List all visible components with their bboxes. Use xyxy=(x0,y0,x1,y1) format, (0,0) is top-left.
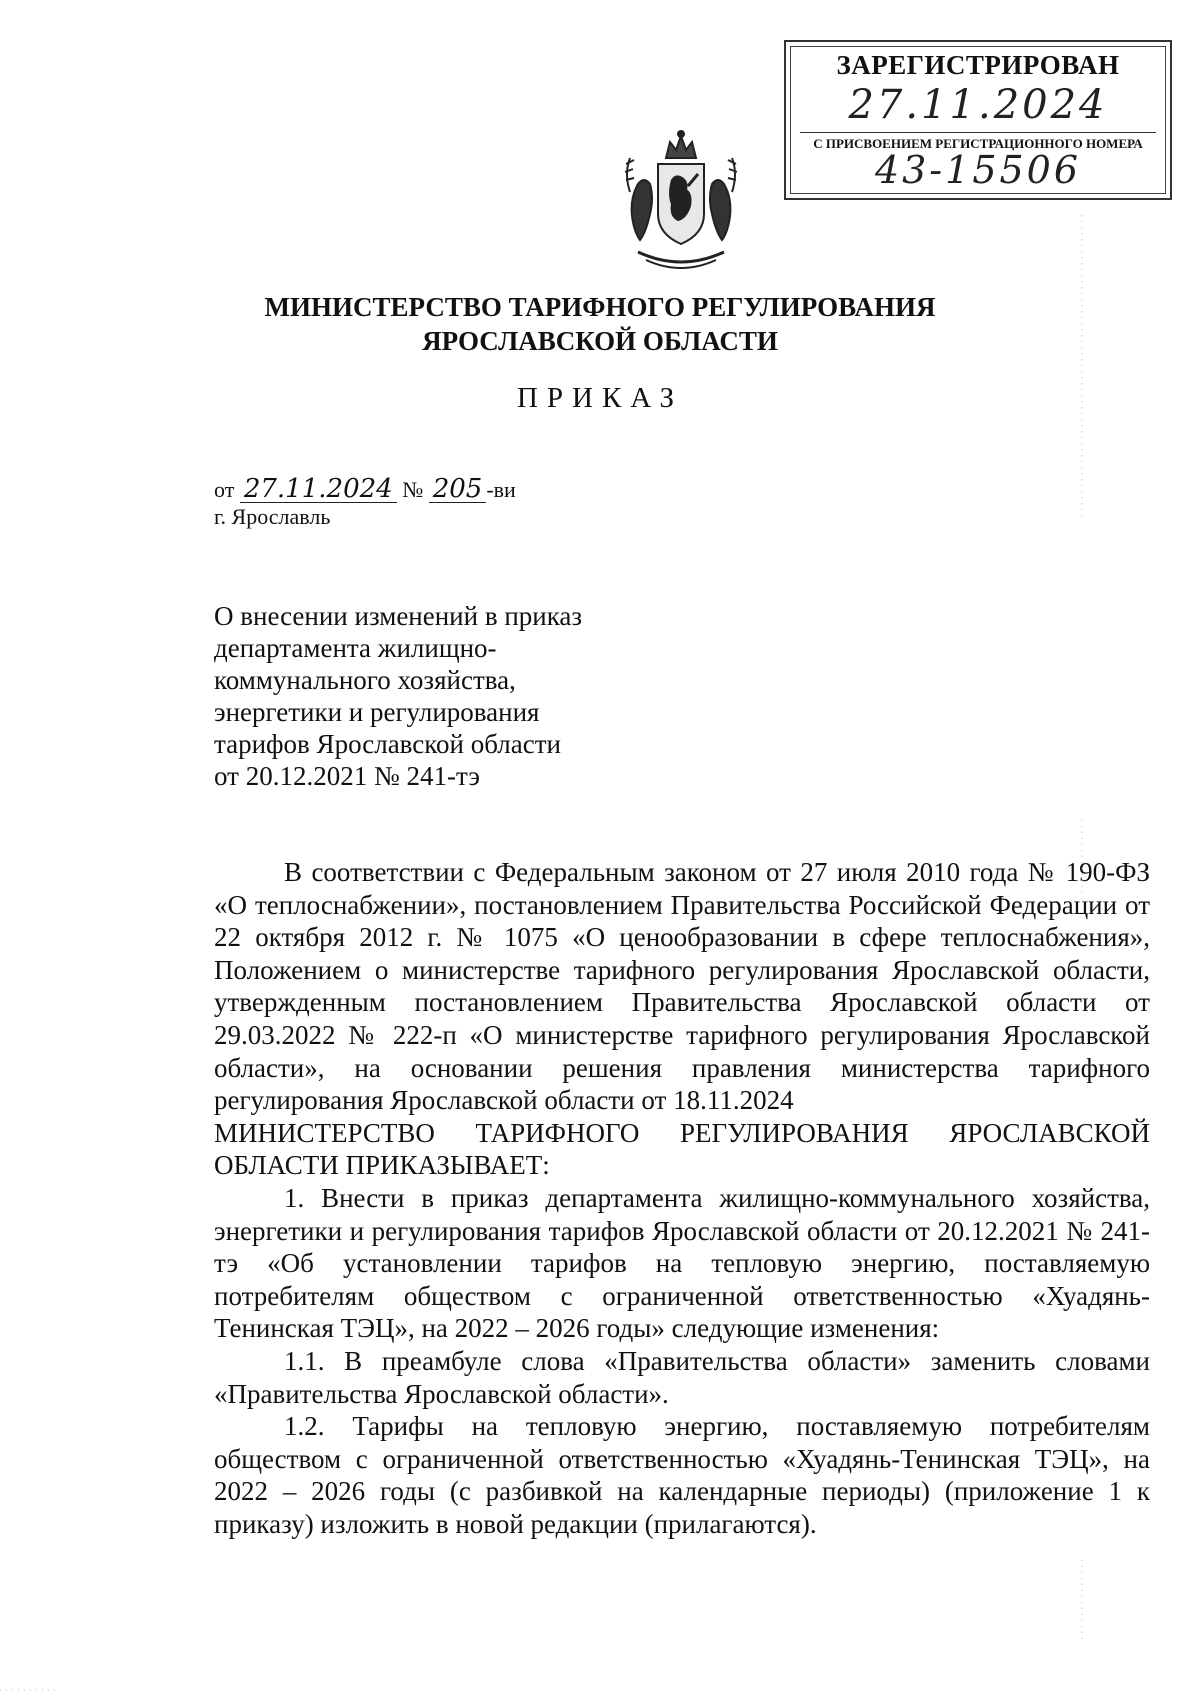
item-1-paragraph: 1. Внести в приказ департамента жилищно-коммунального хозяйства, энергетики и регулирования тарифов Ярославской области от 20.12.2021 № 241-тэ «Об установлении тарифов на тепловую энергию, поставляемую потребителям обществом с ограниченной ответственностью «Хуадянь-Тенинская ТЭЦ», на 2022 – 2026 годы» следующие изменения: xyxy=(214,1182,1150,1344)
subject-line: департамента жилищно- xyxy=(214,633,497,663)
order-handwritten-date: 27.11.2024 xyxy=(240,476,397,503)
ministry-name-line-1: МИНИСТЕРСТВО ТАРИФНОГО РЕГУЛИРОВАНИЯ xyxy=(264,292,936,322)
document-type: ПРИКАЗ xyxy=(516,382,684,414)
order-city: г. Ярославль xyxy=(214,504,331,529)
order-handwritten-number: 205 xyxy=(429,476,487,503)
subject-line: коммунального хозяйства, xyxy=(214,665,516,695)
orders-clause: МИНИСТЕРСТВО ТАРИФНОГО РЕГУЛИРОВАНИЯ ЯРОСЛАВСКОЙ ОБЛАСТИ ПРИКАЗЫВАЕТ: xyxy=(214,1117,1150,1181)
subject-line: О внесении изменений в приказ xyxy=(214,601,583,631)
subject-line: от 20.12.2021 № 241-тэ xyxy=(214,761,481,791)
order-number-label: № xyxy=(402,477,424,502)
order-from-label: от xyxy=(214,477,235,502)
subject-line: тарифов Ярославской области xyxy=(214,729,561,759)
stamp-caption: С ПРИСВОЕНИЕМ РЕГИСТРАЦИОННОГО НОМЕРА xyxy=(813,136,1143,151)
stamp-handwritten-number: 43-15506 xyxy=(874,148,1082,192)
item-1-1-paragraph: 1.1. В преамбуле слова «Правительства области» заменить словами «Правительства Ярославской области». xyxy=(214,1345,1150,1409)
preamble-paragraph: В соответствии с Федеральным законом от 27 июля 2010 года № 190-ФЗ «О теплоснабжении», постановлением Правительства Российской Федерации от 22 октября 2012 г. № 1075 «О ценообразовании в сфере теплоснабжения», Положением о министерстве тарифного регулирования Ярославской области, утвержденным постановлением Правительства Ярославской области от 29.03.2022 № 222-п «О министерстве тарифного регулирования Ярославской области», на основании решения правления министерства тарифного регулирования Ярославской области от 18.11.2024 xyxy=(214,857,1150,1116)
subject-line: энергетики и регулирования xyxy=(214,697,540,727)
order-number-suffix: -ви xyxy=(486,477,516,502)
ministry-name-line-2: ЯРОСЛАВСКОЙ ОБЛАСТИ xyxy=(422,326,778,356)
item-1-2-paragraph: 1.2. Тарифы на тепловую энергию, поставляемую потребителям обществом с ограниченной ответственностью «Хуадянь-Тенинская ТЭЦ», на 2022 – 2026 годы (с разбивкой на календарные периоды) (приложение 1 к приказу) изложить в новой редакции (прилагаются). xyxy=(214,1411,1150,1539)
stamp-handwritten-date: 27.11.2024 xyxy=(848,82,1108,128)
stamp-title: ЗАРЕГИСТРИРОВАН xyxy=(836,50,1120,80)
